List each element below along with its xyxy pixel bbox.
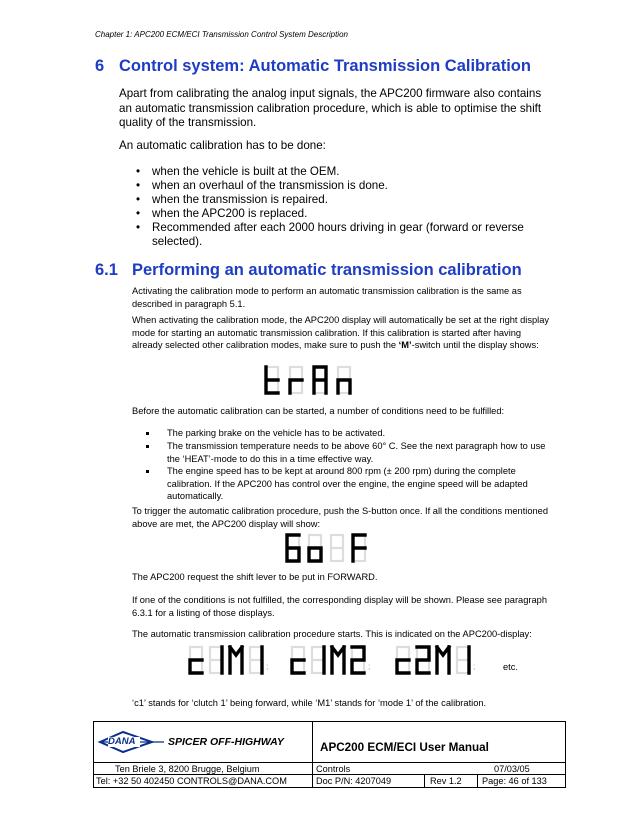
intro-paragraph: Apart from calibrating the analog input signals, the APC200 firmware also contains an automatic transmission calibration procedure, which is able to optimise the shift quality of the transmission. bbox=[119, 87, 542, 129]
company-logo bbox=[94, 722, 313, 763]
list-item-text: when the transmission is repaired. bbox=[152, 193, 328, 206]
section-title: Control system: Automatic Transmission Calibration bbox=[119, 57, 531, 75]
paragraph-8: ‘c1’ stands for ‘clutch 1’ being forward, while ‘M1’ stands for ‘mode 1’ of the calibration. bbox=[132, 698, 487, 708]
list-item-text: Recommended after each 2000 hours driving in gear (forward or reverse selected). bbox=[152, 221, 524, 248]
paragraph-7: The automatic transmission calibration procedure starts. This is indicated on the APC200-display: bbox=[132, 629, 532, 639]
section-6-1-heading bbox=[95, 261, 522, 280]
lcd-display-c1m2 bbox=[290, 645, 370, 677]
part-number: Doc P/N: 4207049 bbox=[316, 776, 392, 786]
logo-brand: DANA bbox=[108, 736, 136, 747]
page-number: Page: 46 of 133 bbox=[482, 776, 547, 786]
separator: ; bbox=[473, 662, 476, 671]
paragraph-2: When activating the calibration mode, the APC200 display will automatically be set at the right display mode for starting an automatic transmission calibration. If this calibration is started after having already selected other calibration modes, make sure to push the ‘M’-switch until the display shows: bbox=[132, 315, 550, 351]
bullet-square bbox=[146, 432, 149, 435]
paragraph-3: Before the automatic calibration can be started, a number of conditions need to be fulfilled: bbox=[132, 406, 505, 416]
section-number: 6 bbox=[95, 57, 105, 75]
document-footer bbox=[93, 721, 566, 788]
m-switch-label: ‘M’ bbox=[398, 340, 412, 351]
list-item-text: when the APC200 is replaced. bbox=[152, 207, 308, 220]
section-6-heading bbox=[95, 57, 531, 76]
lcd-digits bbox=[188, 645, 268, 677]
address: Ten Briele 3, 8200 Brugge, Belgium bbox=[115, 764, 260, 774]
bullet-square bbox=[146, 470, 149, 473]
condition-text: The transmission temperature needs to be above 60° C. See the next paragraph how to use the ‘HEAT’-mode to do this in a time effective way. bbox=[167, 441, 546, 464]
paragraph-1: Activating the calibration mode to perform an automatic transmission calibration is the same as described in paragraph 5.1. bbox=[132, 286, 522, 309]
lcd-digits bbox=[290, 645, 370, 677]
separator: ; bbox=[266, 662, 269, 671]
bullet-square bbox=[146, 445, 149, 448]
section-number: 6.1 bbox=[95, 261, 118, 279]
running-header: Chapter 1: APC200 ECM/ECI Transmission Control System Description bbox=[95, 30, 348, 39]
lcd-digits bbox=[395, 645, 475, 677]
list-item-text: when the vehicle is built at the OEM. bbox=[152, 165, 340, 178]
lcd-digits bbox=[262, 365, 362, 397]
list-intro: An automatic calibration has to be done: bbox=[119, 139, 326, 152]
separator: ; bbox=[368, 662, 371, 671]
date: 07/03/05 bbox=[494, 764, 530, 774]
lcd-digits bbox=[285, 533, 375, 565]
lcd-display-c2m1 bbox=[395, 645, 475, 677]
lcd-display-go-f bbox=[285, 533, 375, 565]
department: Controls bbox=[316, 764, 351, 774]
condition-text: The parking brake on the vehicle has to be activated. bbox=[167, 428, 386, 438]
logo-text: SPICER OFF-HIGHWAY bbox=[168, 736, 284, 748]
manual-title: APC200 ECM/ECI User Manual bbox=[320, 741, 489, 754]
paragraph-6: If one of the conditions is not fulfilled, the corresponding display will be shown. Please see paragraph 6.3.1 for a listing of those displays. bbox=[132, 595, 547, 618]
section-title: Performing an automatic transmission calibration bbox=[132, 261, 522, 279]
condition-text: The engine speed has to be kept at around 800 rpm (± 200 rpm) during the complete calibration. If the APC200 has control over the engine, the engine speed will be adapted automatically. bbox=[167, 466, 528, 502]
lcd-display-c1m1 bbox=[188, 645, 268, 677]
footer-row-contact bbox=[94, 774, 565, 787]
contact: Tel: +32 50 402450 CONTROLS@DANA.COM bbox=[96, 776, 287, 786]
revision: Rev 1.2 bbox=[430, 776, 462, 786]
etc-label: etc. bbox=[503, 662, 518, 672]
paragraph-4: To trigger the automatic calibration procedure, push the S-button once. If all the conditions mentioned above are met, the APC200 display will show: bbox=[132, 506, 549, 529]
lcd-display-tran bbox=[262, 365, 362, 397]
list-item-text: when an overhaul of the transmission is done. bbox=[152, 179, 388, 192]
paragraph-5: The APC200 request the shift lever to be put in FORWARD. bbox=[132, 572, 378, 582]
